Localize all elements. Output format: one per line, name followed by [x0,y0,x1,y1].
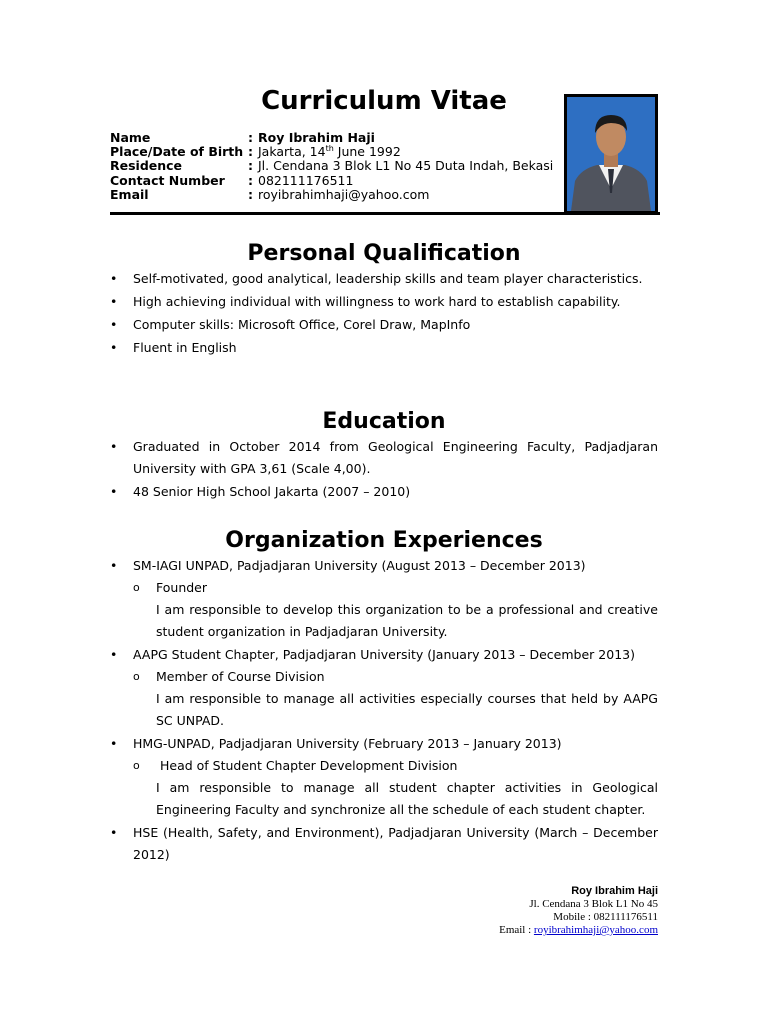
role-title: Founder [156,580,208,595]
footer-email-link[interactable]: royibrahimhaji@yahoo.com [533,924,658,936]
list-item-text: Graduated in October 2014 from Geological Engineering Faculty, Padjadjaran University with GPA 3,61 (Scale 4,00). [133,439,658,476]
info-separator: : [248,186,253,202]
role-description: I am responsible to manage all student chapter activities in Geological Engineering Faculty and synchronize all the schedule of each student chapter. [156,780,658,817]
info-row-residence [110,159,580,173]
list-item [110,644,658,732]
organization-name: AAPG Student Chapter, Padjadjaran University (January 2013 – December 2013) [133,647,635,662]
info-label: Contact Number [110,172,225,188]
role-title: Head of Student Chapter Development Division [156,758,458,773]
list-item [110,436,658,480]
list-item-text: Fluent in English [133,340,237,355]
footer-mobile: Mobile : 082111176511 [553,911,658,923]
info-separator: : [248,172,253,188]
info-row-birth [110,145,580,159]
role-item [133,666,658,688]
footer-contact [420,885,658,937]
organization-name: HMG-UNPAD, Padjadjaran University (February 2013 – January 2013) [133,736,562,751]
info-row-email [110,188,580,202]
role-item [133,755,658,777]
header-divider [110,212,660,215]
list-item-text: Self-motivated, good analytical, leadership skills and team player characteristics. [133,271,643,286]
list-item [110,314,658,336]
info-value: Roy Ibrahim Haji [258,130,375,145]
info-label: Name [110,130,151,145]
info-row-contact [110,174,580,188]
list-item [110,337,658,359]
list-item [110,291,658,313]
circle-bullet-icon: o [133,670,140,683]
info-label: Place/Date of Birth [110,144,244,160]
education-list [110,436,658,504]
bullet-icon: • [110,340,118,355]
list-item [110,555,658,643]
list-item-text: High achieving individual with willingness to work hard to establish capability. [133,294,621,309]
birth-date-month-year: June 1992 [333,144,401,160]
info-value: Jl. Cendana 3 Blok L1 No 45 Duta Indah, Bekasi [258,158,554,174]
section-title-organization-experiences: Organization Experiences [225,528,543,553]
info-label: Residence [110,158,183,174]
footer-email-label: Email : [499,924,534,936]
list-item [110,733,658,821]
list-item [110,822,658,866]
bullet-icon: • [110,558,118,573]
info-value: royibrahimhaji@yahoo.com [258,186,430,202]
bullet-icon: • [110,484,118,499]
info-value: 082111176511 [258,172,354,188]
list-item-text: Computer skills: Microsoft Office, Corel Draw, MapInfo [133,317,471,332]
bullet-icon: • [110,439,118,454]
footer-name: Roy Ibrahim Haji [571,885,658,897]
profile-photo [564,94,658,214]
role-title: Member of Course Division [156,669,325,684]
circle-bullet-icon: o [133,581,140,594]
birth-date-text: Jakarta, 14 [258,144,326,160]
section-title-education: Education [322,409,446,434]
person-portrait-icon [567,97,655,211]
info-separator: : [248,130,253,145]
info-label: Email [110,186,149,202]
info-separator: : [248,144,253,160]
role-description: I am responsible to manage all activities especially courses that held by AAPG SC UNPAD. [156,691,658,728]
bullet-icon: • [110,271,118,286]
bullet-icon: • [110,825,118,840]
footer-email [420,924,658,937]
bullet-icon: • [110,647,118,662]
personal-qualification-list [110,268,658,360]
info-separator: : [248,158,253,174]
bullet-icon: • [110,736,118,751]
organization-name: SM-IAGI UNPAD, Padjadjaran University (August 2013 – December 2013) [133,558,586,573]
birth-date-suffix: th [325,144,334,154]
bullet-icon: • [110,317,118,332]
page-title: Curriculum Vitae [261,86,507,116]
organization-list [110,555,658,867]
circle-bullet-icon: o [133,759,140,772]
section-title-personal-qualification: Personal Qualification [247,241,521,266]
list-item [110,268,658,290]
list-item-text: 48 Senior High School Jakarta (2007 – 2010) [133,484,411,499]
personal-info [110,131,580,202]
footer-address: Jl. Cendana 3 Blok L1 No 45 [529,898,658,910]
role-item [133,577,658,599]
bullet-icon: • [110,294,118,309]
organization-name: HSE (Health, Safety, and Environment), Padjadjaran University (March – December 2012) [133,825,658,862]
role-description: I am responsible to develop this organization to be a professional and creative student organization in Padjadjaran University. [156,602,658,639]
info-value [258,145,401,159]
list-item [110,481,658,503]
